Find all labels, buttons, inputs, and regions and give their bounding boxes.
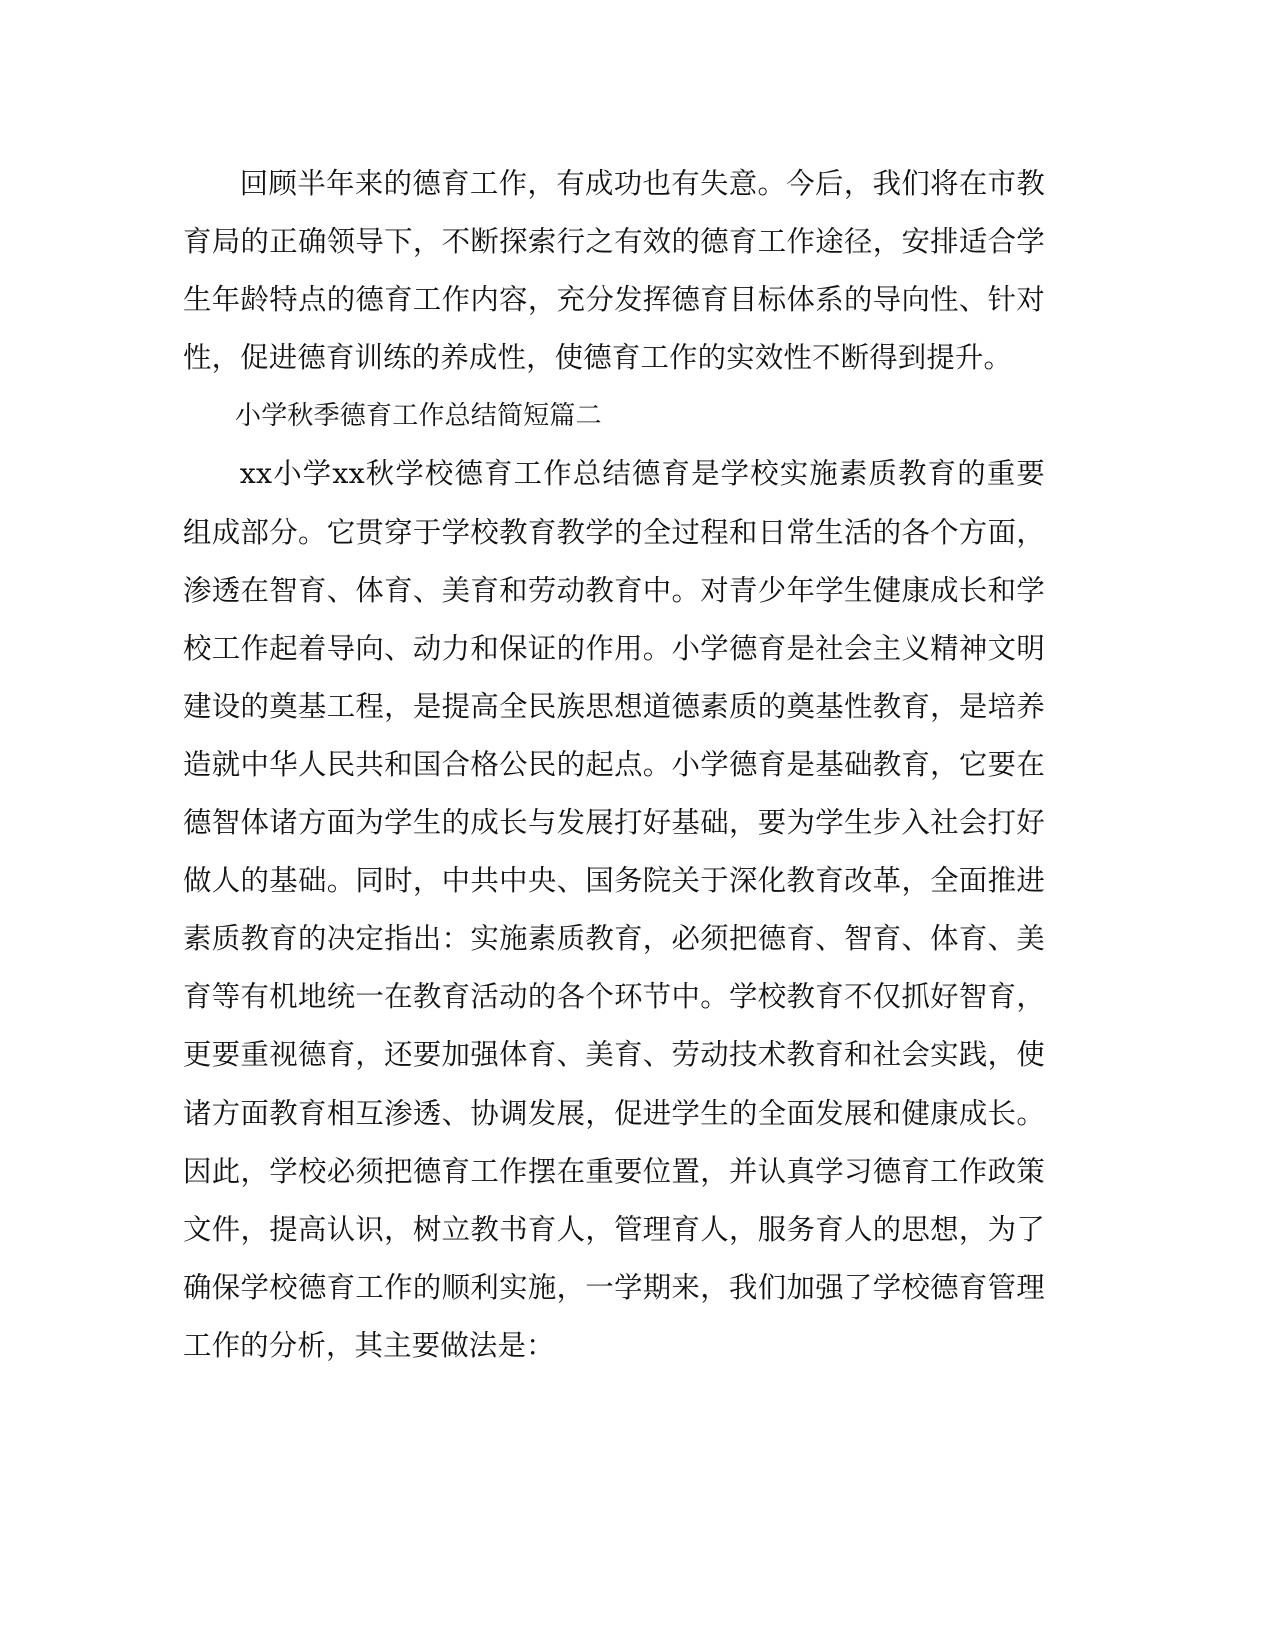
paragraph-review: 回顾半年来的德育工作，有成功也有失意。今后，我们将在市教育局的正确领导下，不断探索行之有效的德育工作途径，安排适合学生年龄特点的德育工作内容，充分发挥德育目标体系的导向性、针对性，促进德育训练的养成性，使德育工作的实效性不断得到提升。 bbox=[183, 167, 1045, 375]
paragraph-summary: xx小学xx秋学校德育工作总结德育是学校实施素质教育的重要组成部分。它贯穿于学校教育教学的全过程和日常生活的各个方面，渗透在智育、体育、美育和劳动教育中。对青少年学生健康成长和学校工作起着导向、动力和保证的作用。小学德育是社会主义精神文明建设的奠基工程，是提高全民族思想道德素质的奠基性教育，是培养造就中华人民共和国合格公民的起点。小学德育是基础教育，它要在德智体诸方面为学生的成长与发展打好基础，要为学生步入社会打好做人的基础。同时，中共中央、国务院关于深化教育改革，全面推进素质教育的决定指出：实施素质教育，必须把德育、智育、体育、美育等有机地统一在教育活动的各个环节中。学校教育不仅抓好智育，更要重视德育，还要加强体育、美育、劳动技术教育和社会实践，使诸方面教育相互渗透、协调发展，促进学生的全面发展和健康成长。因此，学校必须把德育工作摆在重要位置，并认真学习德育工作政策文件，提高认识，树立教书育人，管理育人，服务育人的思想，为了确保学校德育工作的顺利实施，一学期来，我们加强了学校德育管理工作的分析，其主要做法是： bbox=[183, 457, 1045, 1362]
section-heading: 小学秋季德育工作总结简短篇二 bbox=[235, 401, 602, 432]
document-body bbox=[183, 155, 1045, 1375]
